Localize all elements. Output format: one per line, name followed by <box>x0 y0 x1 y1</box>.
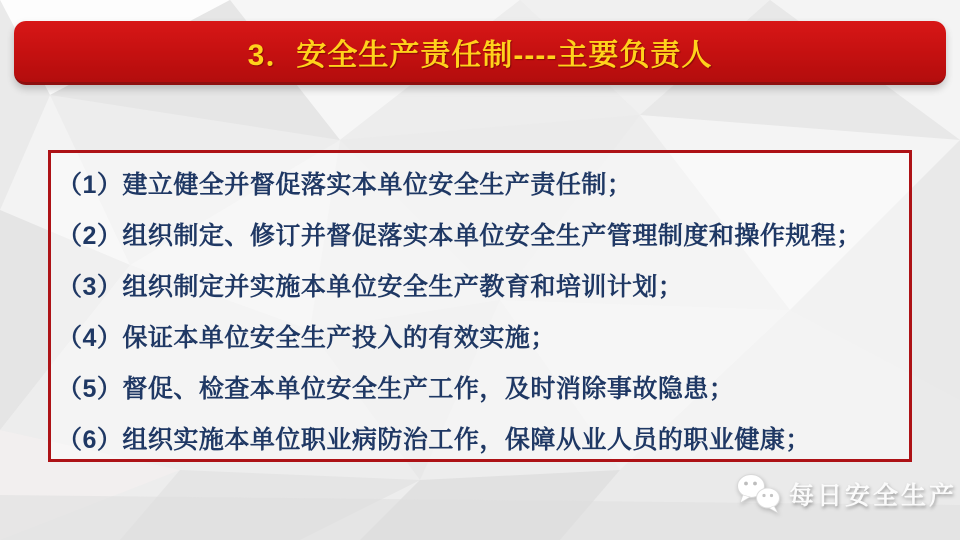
list-item-text: （1）建立健全并督促落实本单位安全生产责任制； <box>57 170 633 199</box>
list-item <box>57 208 903 259</box>
list-item <box>57 361 903 412</box>
wechat-icon <box>735 472 785 516</box>
list-item-text: （3）组织制定并实施本单位安全生产教育和培训计划； <box>57 272 684 301</box>
list-item-text: （2）组织制定、修订并督促落实本单位安全生产管理制度和操作规程； <box>57 221 862 250</box>
watermark <box>735 472 957 516</box>
title-banner <box>14 21 946 85</box>
page-title: 3．安全生产责任制----主要负责人 <box>247 38 713 72</box>
content-box <box>48 150 912 462</box>
list-item <box>57 310 903 361</box>
list-item-text: （6）组织实施本单位职业病防治工作，保障从业人员的职业健康； <box>57 425 811 454</box>
watermark-label: 每日安全生产 <box>789 482 958 510</box>
list-item-text: （5）督促、检查本单位安全生产工作，及时消除事故隐患； <box>57 374 735 403</box>
list-item <box>57 259 903 310</box>
list-item <box>57 157 903 208</box>
list-item <box>57 412 903 463</box>
list-item-text: （4）保证本单位安全生产投入的有效实施； <box>57 323 556 352</box>
